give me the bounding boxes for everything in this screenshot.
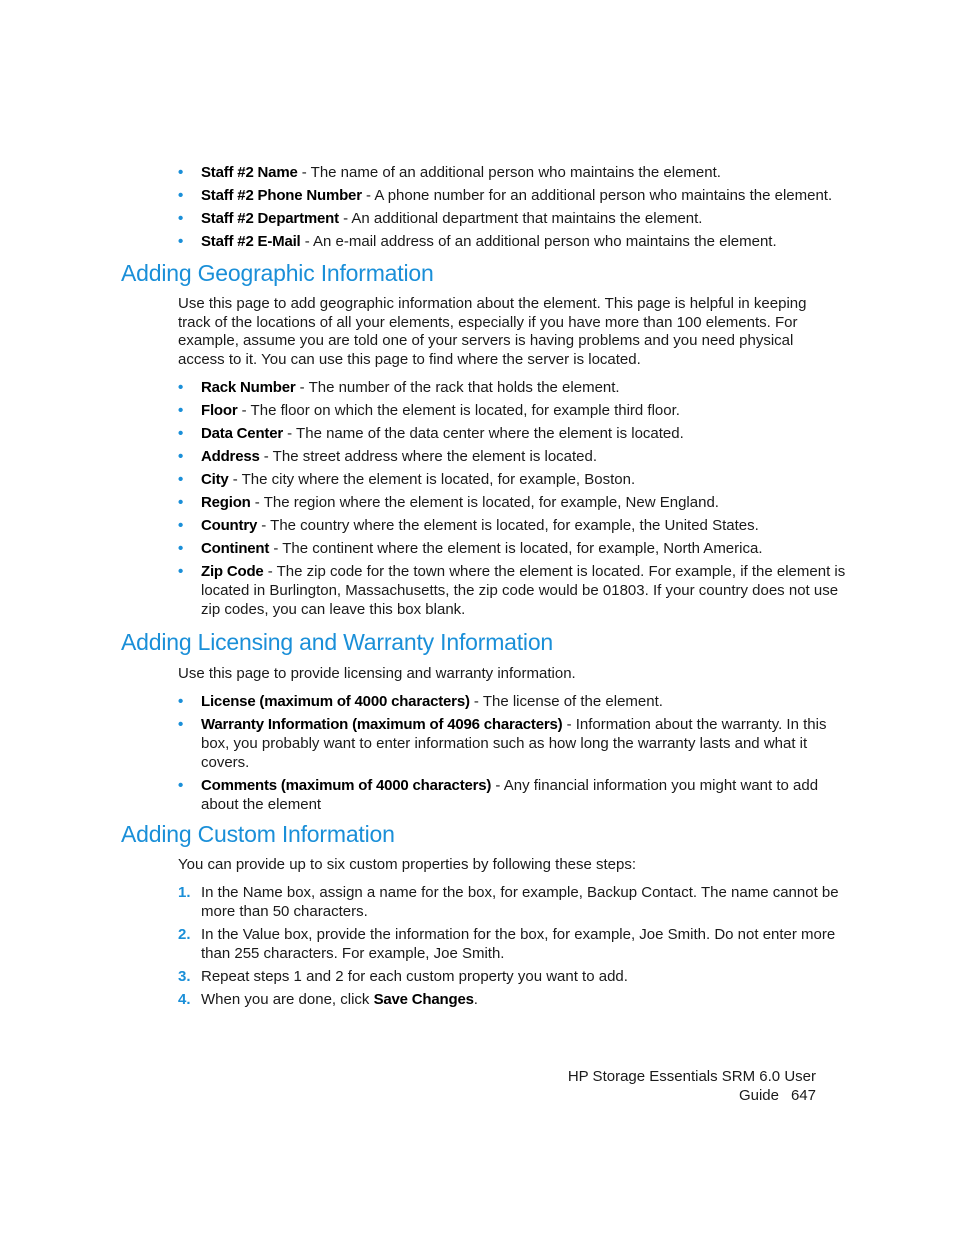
step-item: 3. Repeat steps 1 and 2 for each custom property you want to add. <box>178 968 628 985</box>
bullet: • <box>178 425 184 442</box>
section-heading-custom: Adding Custom Information <box>121 821 395 847</box>
list-item: • Floor - The floor on which the element is located, for example third floor. <box>178 402 680 419</box>
bullet: • <box>178 471 184 488</box>
list-item: • Data Center - The name of the data center where the element is located. <box>178 425 684 442</box>
save-changes-label: Save Changes <box>373 991 474 1008</box>
list-item: • Region - The region where the element is located, for example, New England. <box>178 494 719 511</box>
step-number: 4. <box>178 991 191 1008</box>
bullet: • <box>178 233 184 250</box>
staff-list <box>178 163 848 255</box>
license-intro: Use this page to provide licensing and warranty information. <box>178 665 576 682</box>
bullet: • <box>178 379 184 396</box>
step-number: 2. <box>178 926 191 943</box>
bullet: • <box>178 402 184 419</box>
bullet: • <box>178 716 184 733</box>
bullet: • <box>178 777 184 794</box>
list-item: • Staff #2 E-Mail - An e-mail address of an additional person who maintains the element. <box>178 233 777 250</box>
list-item: • Address - The street address where the element is located. <box>178 448 598 465</box>
bullet: • <box>178 540 184 557</box>
bullet: • <box>178 517 184 534</box>
step-number: 3. <box>178 968 191 985</box>
bullet: • <box>178 210 184 227</box>
list-item: • License (maximum of 4000 characters) - The license of the element. <box>178 693 663 710</box>
license-list <box>178 692 848 818</box>
list-item: • Zip Code - The zip code for the town where the element is located. For example, if the element is located in Burlington, Massachusetts, the zip code would be 01803. If your country does not use zip codes, you can leave this box blank. <box>178 563 846 618</box>
bullet: • <box>178 187 184 204</box>
list-item: • Staff #2 Name - The name of an additional person who maintains the element. <box>178 164 721 181</box>
list-item: • City - The city where the element is located, for example, Boston. <box>178 471 636 488</box>
page-footer <box>500 1067 816 1105</box>
custom-intro: You can provide up to six custom properties by following these steps: <box>178 856 637 873</box>
custom-steps <box>178 883 848 1013</box>
bullet: • <box>178 164 184 181</box>
list-item: • Country - The country where the element is located, for example, the United States. <box>178 517 759 534</box>
footer-title: HP Storage Essentials SRM 6.0 User Guide <box>567 1068 816 1104</box>
list-item: • Rack Number - The number of the rack that holds the element. <box>178 379 620 396</box>
step-item: 4. When you are done, click Save Changes. <box>178 991 478 1008</box>
list-item: • Staff #2 Phone Number - A phone number for an additional person who maintains the element. <box>178 187 833 204</box>
list-item: • Warranty Information (maximum of 4096 characters) - Information about the warranty. In this box, you probably want to enter information such as how long the warranty lasts and what it covers. <box>178 716 827 771</box>
section-heading-licensing: Adding Licensing and Warranty Information <box>121 629 554 655</box>
bullet: • <box>178 494 184 511</box>
geo-list <box>178 378 848 623</box>
geo-intro: Use this page to add geographic information about the element. This page is helpful in keeping track of the locations of all your elements, especially if you have more than 100 elements. For example, assume you are told one of your servers is having problems and you need physical access to it. You can use this page to find where the server is located. <box>178 295 807 368</box>
step-item: 1. In the Name box, assign a name for the box, for example, Backup Contact. The name cannot be more than 50 characters. <box>178 884 839 920</box>
bullet: • <box>178 448 184 465</box>
list-item: • Comments (maximum of 4000 characters) - Any financial information you might want to add about the element <box>178 777 819 813</box>
section-heading-geographic: Adding Geographic Information <box>121 260 434 286</box>
step-item: 2. In the Value box, provide the information for the box, for example, Joe Smith. Do not enter more than 255 characters. For example, Joe Smith. <box>178 926 836 962</box>
list-item: • Staff #2 Department - An additional department that maintains the element. <box>178 210 703 227</box>
list-item: • Continent - The continent where the element is located, for example, North America. <box>178 540 763 557</box>
step-number: 1. <box>178 884 191 901</box>
page-number: 647 <box>790 1087 816 1104</box>
bullet: • <box>178 563 184 580</box>
bullet: • <box>178 693 184 710</box>
